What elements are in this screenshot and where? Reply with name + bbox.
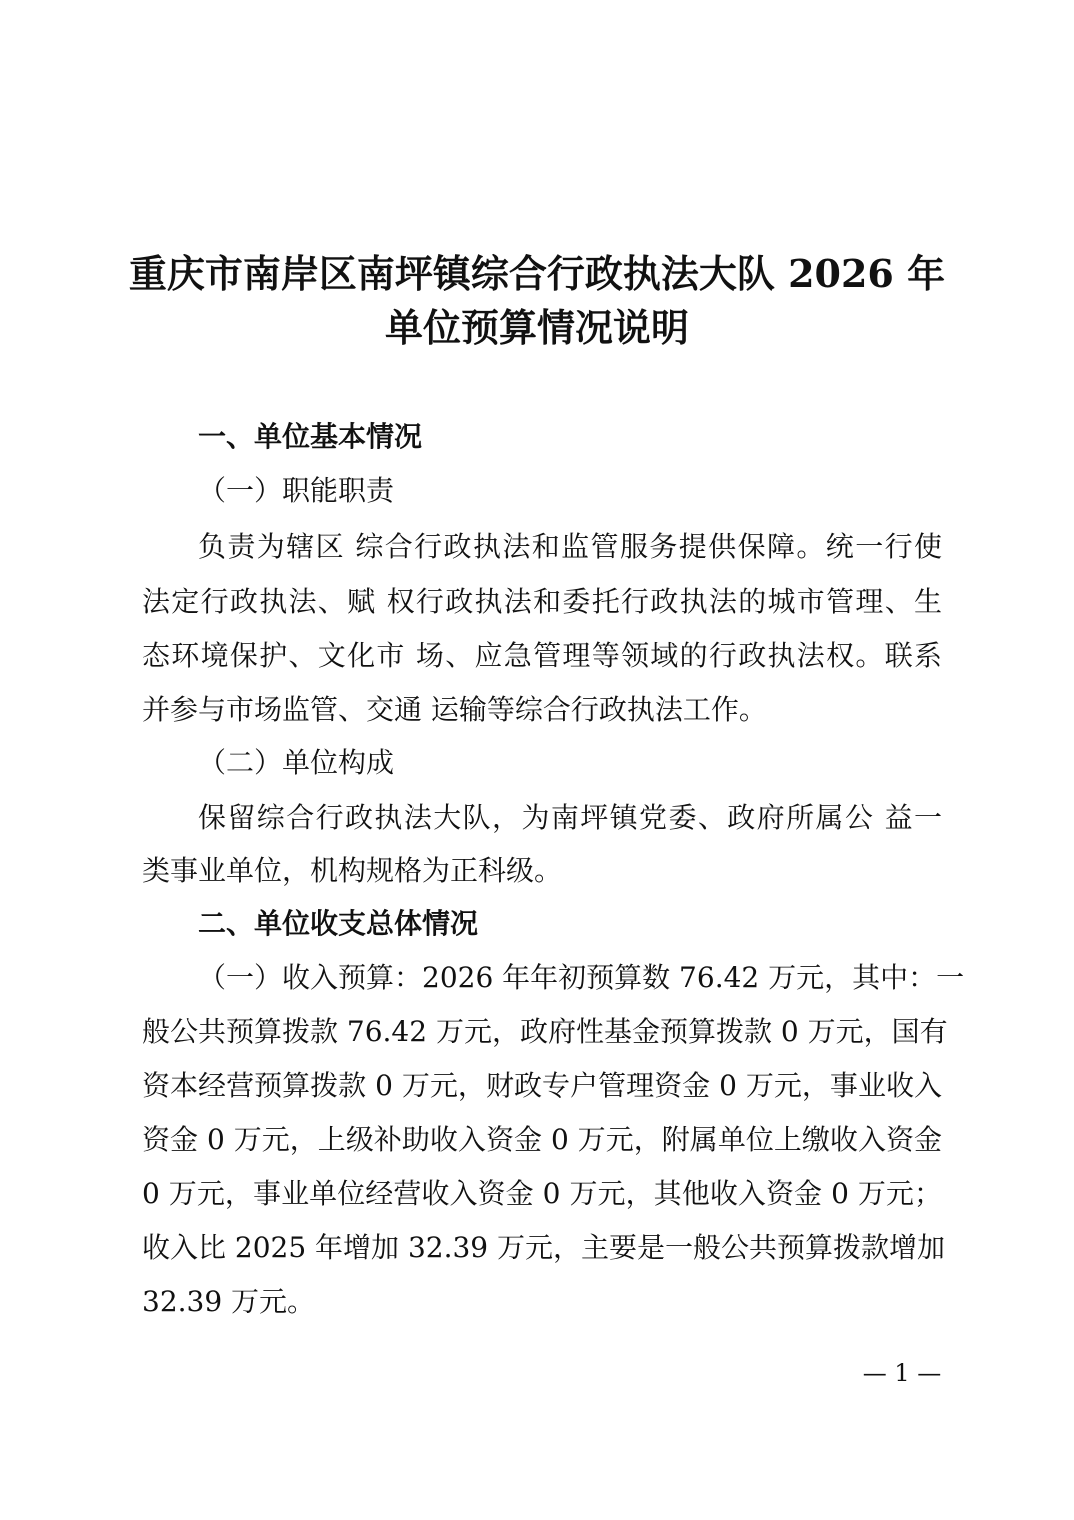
section-heading-basic-info: 一、单位基本情况 [198, 420, 423, 453]
subheading-duties: （一）职能职责 [198, 474, 395, 507]
paragraph-line: 法定行政执法、赋 权行政执法和委托行政执法的城市管理、生 [142, 585, 942, 618]
paragraph-line: 收入比 2025 年增加 32.39 万元，主要是一般公共预算拨款增加 [142, 1231, 946, 1264]
paragraph-line: 资本经营预算拨款 0 万元，财政专户管理资金 0 万元，事业收入 [142, 1069, 942, 1102]
paragraph-line: （一）收入预算：2026 年年初预算数 76.42 万元，其中：一 [198, 961, 965, 994]
page-number: — 1 — [862, 1359, 942, 1387]
subheading-composition: （二）单位构成 [198, 746, 395, 779]
paragraph-line: 类事业单位，机构规格为正科级。 [142, 854, 563, 887]
document-title-line-2: 单位预算情况说明 [384, 305, 689, 350]
paragraph-line: 般公共预算拨款 76.42 万元，政府性基金预算拨款 0 万元，国有 [142, 1015, 948, 1048]
paragraph-line: 负责为辖区 综合行政执法和监管服务提供保障。统一行使 [198, 530, 942, 563]
paragraph-line: 资金 0 万元，上级补助收入资金 0 万元，附属单位上缴收入资金 [142, 1123, 942, 1156]
paragraph-line: 态环境保护、文化市 场、应急管理等领域的行政执法权。联系 [142, 639, 942, 672]
section-heading-budget-overview: 二、单位收支总体情况 [198, 907, 479, 940]
paragraph-line: 0 万元，事业单位经营收入资金 0 万元，其他收入资金 0 万元； [142, 1177, 942, 1210]
paragraph-line: 并参与市场监管、交通 运输等综合行政执法工作。 [142, 693, 767, 726]
paragraph-line: 32.39 万元。 [142, 1285, 316, 1318]
paragraph-line: 保留综合行政执法大队，为南坪镇党委、政府所属公 益一 [198, 801, 942, 834]
document-title-line-1: 重庆市南岸区南坪镇综合行政执法大队 2026 年 [128, 251, 946, 296]
